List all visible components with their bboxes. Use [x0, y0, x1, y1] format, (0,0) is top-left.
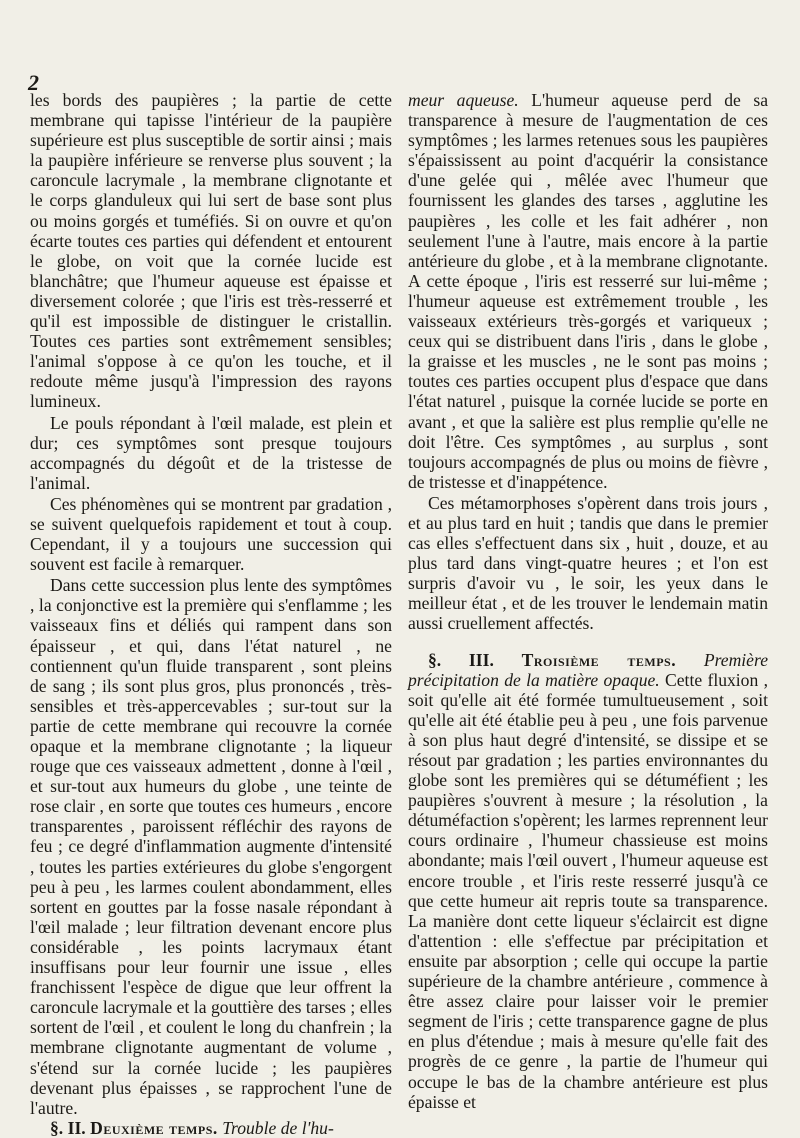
section-number: II.	[67, 1117, 86, 1138]
section-2-heading	[30, 1118, 392, 1138]
section-title: Trouble de l'hu-	[222, 1117, 334, 1138]
right-paragraph-1-text: L'humeur aqueuse perd de sa transparence à mesure de l'augmentation de ces symptômes ; les larmes retenues sous les paupières s'épaississent au point d'acquérir la consistance d'une gelée qui , mêlée avec l'humeur que fournissent les glandes des tarses , agglutine les paupières , les colle et les fait adhérer , non seulement l'une à l'autre, mais encore à la partie antérieure du globe , et à la membrane clignotante. A cette époque , l'iris est resserré sur lui-même ; l'humeur aqueuse est extrêmement trouble , les vaisseaux extérieurs très-gorgés et variqueux ; ceux qui se distribuent dans l'iris , dans le globe , la graisse et les muscles , ne le sont pas moins ; toutes ces parties occupent plus d'espace que dans l'état naturel , puisque la cornée lucide se porte en avant , et que la salière est plus remplie qu'elle ne doit l'être. Ces symptômes , au surplus , sont toujours accompagnés de plus ou moins de fièvre , de tristesse et d'inappétence.	[408, 90, 768, 492]
section-mark: §.	[50, 1117, 64, 1138]
right-paragraph-2: Ces métamorphoses s'opèrent dans trois jours , et au plus tard en huit ; tandis que dans le premier cas elles s'effectuent dans six , huit , douze, et au plus tard dans vingt-quatre heures ; et l'on est surpris d'avoir vu , le soir, les yeux dans le meilleur état , et de les trouver le lendemain matin aussi cruellement affectés.	[408, 492, 768, 634]
right-paragraph-1	[408, 90, 768, 492]
left-paragraph-2: Le pouls répondant à l'œil malade, est plein et dur; ces symptômes sont presque toujours accompagnés du dégoût et de la tristesse de l'animal.	[30, 412, 392, 493]
section-3-text: Cette fluxion , soit qu'elle ait été formée tumultueusement , soit qu'elle ait été établie peu à peu , une fois parvenue à son plus haut degré d'intensité, se dissipe et se résout par gradation ; les parties environnantes du globe sont les premières qui se détuméfient ; les paupières s'ouvrent à mesure ; la résolution , la détuméfaction s'opèrent; les larmes reprennent leur cours ordinaire , l'humeur chassieuse est moins abondante; mais l'œil ouvert , l'humeur aqueuse est encore trouble , et l'iris reste resserré jusqu'à ce que cette humeur ait repris toute sa transparence. La manière dont cette liqueur s'éclaircit est digne d'attention : elle s'effectue par précipitation et ensuite par absorption ; celle qui occupe la partie supérieure de la chambre antérieure , commence à être assez claire pour laisser voir le premier segment de l'iris ; cette transparence gagne de plus en plus d'étendue ; mais à mesure qu'elle fait des progrès de ce genre , la partie de l'humeur qui occupe le bas de la chambre antérieure est plus épaisse et	[408, 669, 768, 1112]
left-paragraph-4: Dans cette succession plus lente des symptômes , la conjonctive est la première qui s'enflamme ; les vaisseaux fins et déliés qui rampent dans son épaisseur , et qui, dans l'état naturel , ne contiennent qu'un fluide transparent , sont pleins de sang ; ils sont plus gros, plus prononcés , très-sensibles et très-appercevables ; sur-tout sur la partie de cette membrane qui recouvre la cornée opaque et la membrane clignotante ; la liqueur rouge que ces vaisseaux admettent , donne à l'œil , et sur-tout aux humeurs du globe , une teinte de rose clair , en sorte que toutes ces humeurs , encore transparentes , paroissent réfléchir des rayons de feu ; ce degré d'inflammation augmente d'intensité , toutes les parties extérieures du globe s'engorgent peu à peu , les larmes coulent abondamment, elles sortent en gouttes par la fosse nasale répondant à l'œil malade ; leur filtration devenant encore plus considérable , les points lacrymaux étant insuffisans pour leur fournir une issue , elles franchissent l'espèce de digue que leur offrent la caroncule lacrymale et la gouttière des tarses ; elles sortent de l'œil , et coulent le long du chanfrein ; la membrane clignotante augmentant de volume , s'étend sur la cornée lucide ; les paupières devenant plus épaisses , se rapprochent l'une de l'autre.	[30, 575, 392, 1118]
page-number: 2	[28, 70, 39, 95]
section-title: Première précipitation de la matière opaque.	[408, 649, 768, 690]
section-number: III.	[468, 649, 494, 670]
left-column	[30, 90, 392, 1138]
section-label: Deuxième temps.	[90, 1117, 218, 1138]
section-2-title-continuation: meur aqueuse.	[408, 90, 519, 110]
section-3-paragraph	[408, 650, 768, 1112]
section-mark: §.	[428, 649, 442, 670]
left-paragraph-3: Ces phénomènes qui se montrent par gradation , se suivent quelquefois rapidement et tout à coup. Cependant, il y a toujours une succession qui souvent est facile à remarquer.	[30, 493, 392, 575]
left-paragraph-1: les bords des paupières ; la partie de cette membrane qui tapisse l'intérieur de la paupière supérieure est plus susceptible de sortir ainsi ; mais la paupière inférieure se renverse plus souvent ; la caroncule lacrymale , la membrane clignotante et le corps glanduleux qui lui sert de base sont plus ou moins gorgés et tuméfiés. Si on ouvre et qu'on écarte toutes ces parties qui défendent et entourent le globe, on voit que la cornée lucide est blanchâtre; que l'humeur aqueuse est épaisse et diversement colorée ; que l'iris est très-resserré et qu'il est impossible de distinguer le cristallin. Toutes ces parties sont extrêmement sensibles; l'animal s'oppose à ce qu'on les touche, et il redoute même jusqu'à l'impression des rayons lumineux.	[30, 90, 392, 412]
section-label: Troisième temps.	[521, 649, 677, 670]
right-column	[408, 90, 768, 1112]
